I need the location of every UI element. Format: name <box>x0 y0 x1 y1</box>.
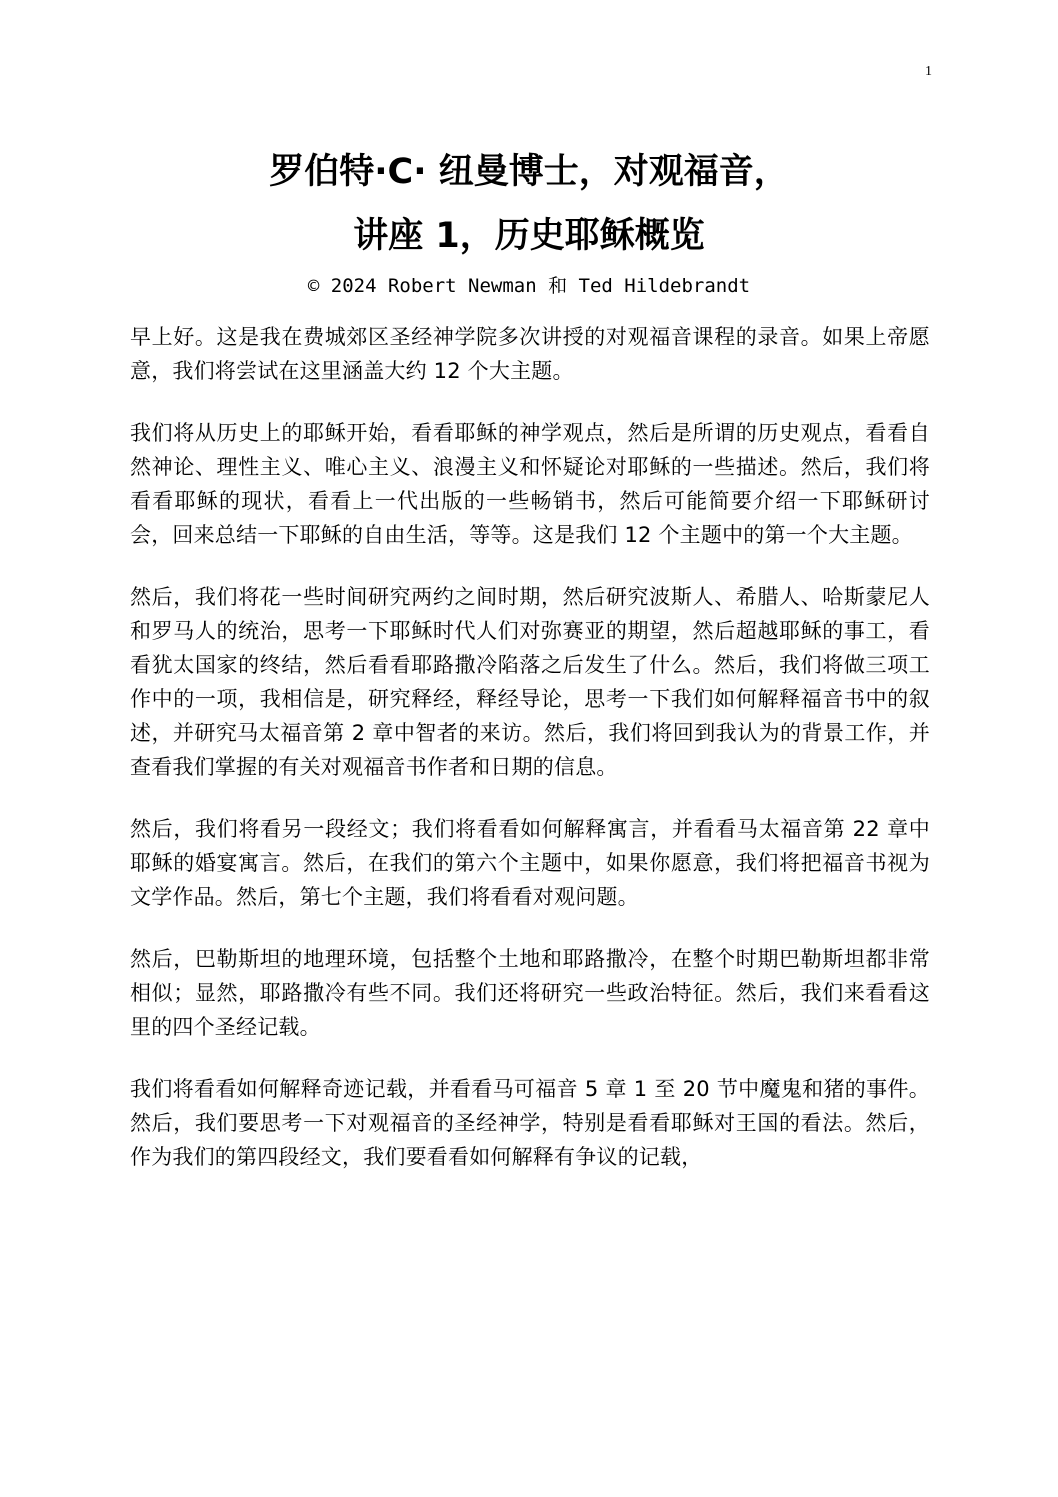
paragraph-2: 我们将从历史上的耶稣开始，看看耶稣的神学观点，然后是所谓的历史观点，看看自然神论、理性主义、唯心主义、浪漫主义和怀疑论对耶稣的一些描述。然后，我们将看看耶稣的现状，看看上一代出版的一些畅销书，然后可能简要介绍一下耶稣研讨会，回来总结一下耶稣的自由生活，等等。这是我们 12 个主题中的第一个大主题。 <box>130 421 930 547</box>
title-block <box>0 140 1058 300</box>
copyright-notice: © 2024 Robert Newman 和 Ted Hildebrandt <box>307 275 751 297</box>
paragraph-6: 我们将看看如何解释奇迹记载，并看看马可福音 5 章 1 至 20 节中魔鬼和猪的事件。然后，我们要思考一下对观福音的圣经神学，特别是看看耶稣对王国的看法。然后，作为我们的第四段经文，我们要看看如何解释有争议的记载， <box>130 1077 930 1169</box>
document-title-line-1: 罗伯特·C· 纽曼博士，对观福音， <box>269 152 789 192</box>
paragraph-5: 然后，巴勒斯坦的地理环境，包括整个土地和耶路撒冷，在整个时期巴勒斯坦都非常相似；显然，耶路撒冷有些不同。我们还将研究一些政治特征。然后，我们来看看这里的四个圣经记载。 <box>130 947 930 1039</box>
page-number: 1 <box>925 64 932 79</box>
document-title-line-2: 讲座 1，历史耶稣概览 <box>353 216 705 256</box>
body-text <box>130 320 930 1202</box>
paragraph-4: 然后，我们将看另一段经文；我们将看看如何解释寓言，并看看马太福音第 22 章中耶稣的婚宴寓言。然后，在我们的第六个主题中，如果你愿意，我们将把福音书视为文学作品。然后，第七个主题，我们将看看对观问题。 <box>130 817 930 909</box>
paragraph-1: 早上好。这是我在费城郊区圣经神学院多次讲授的对观福音课程的录音。如果上帝愿意，我们将尝试在这里涵盖大约 12 个大主题。 <box>130 325 930 383</box>
paragraph-3: 然后，我们将花一些时间研究两约之间时期，然后研究波斯人、希腊人、哈斯蒙尼人和罗马人的统治，思考一下耶稣时代人们对弥赛亚的期望，然后超越耶稣的事工，看看犹太国家的终结，然后看看耶路撒冷陷落之后发生了什么。然后，我们将做三项工作中的一项，我相信是，研究释经，释经导论，思考一下我们如何解释福音书中的叙述，并研究马太福音第 2 章中智者的来访。然后，我们将回到我认为的背景工作，并查看我们掌握的有关对观福音书作者和日期的信息。 <box>130 585 930 779</box>
